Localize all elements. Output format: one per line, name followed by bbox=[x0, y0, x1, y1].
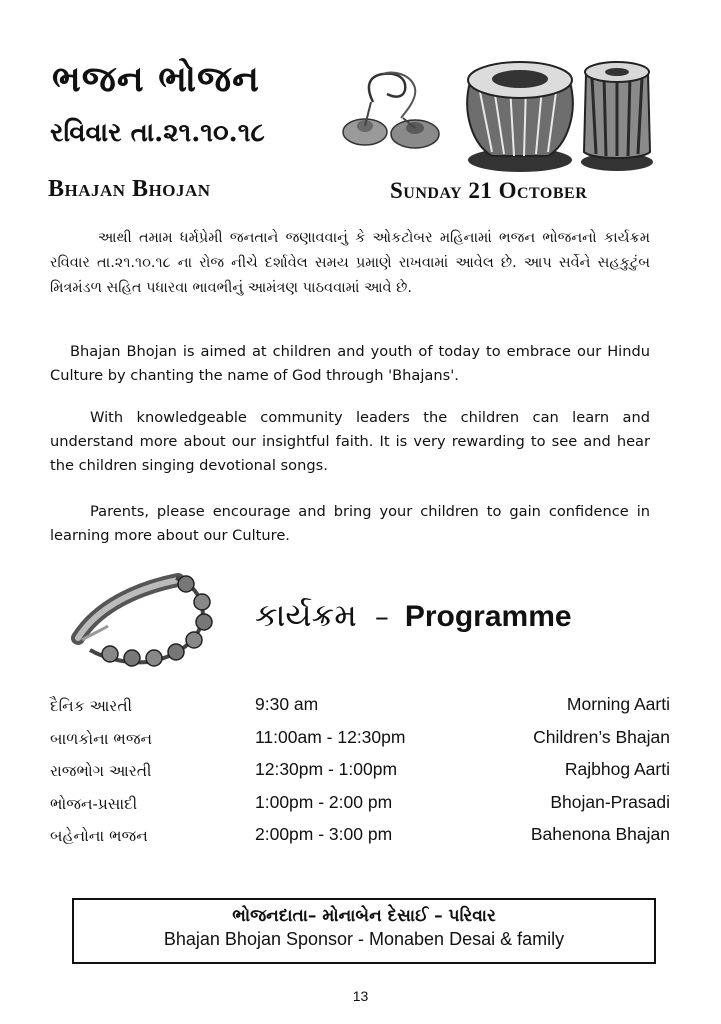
schedule-item-gujarati: રાજભોગ આરતી bbox=[50, 762, 152, 780]
sponsor-gujarati: ભોજનદાતા– મોનાબેન દેસાઈ – પરિવાર bbox=[232, 906, 496, 926]
intro-paragraph-1: Bhajan Bhojan is aimed at children and youth of today to embrace our Hindu Culture by chanting the name of God through 'Bhajans'. bbox=[50, 343, 650, 384]
tabla-icon bbox=[452, 52, 667, 177]
schedule-row bbox=[50, 792, 670, 825]
schedule-item-gujarati: બાળકોના ભજન bbox=[50, 729, 153, 748]
cymbals-icon bbox=[335, 68, 450, 163]
intro-paragraph-3: Parents, please encourage and bring your children to gain confidence in learning more about our Culture. bbox=[50, 503, 650, 544]
schedule-item-english: Children’s Bhajan bbox=[533, 726, 670, 747]
intro-paragraph-gujarati: આથી તમામ ધર્મપ્રેમી જનતાને જણાવવાનું કે ઓકટોબર મહિનામાં ભજન ભોજનનો કાર્યક્રમ રવિવાર તા.૨૧.૧૦.૧૮ ના રોજ નીચે દર્શાવેલ સમય પ્રમાણે રાખવામાં આવેલ છે. આપ સર્વેને સહકુટુંબ મિત્રમંડળ સહિત પધારવા ભાવભીનું આમંત્રણ પાઠવવામાં આવે છે. bbox=[50, 230, 650, 296]
schedule-item-gujarati: ભોજન-પ્રસાદી bbox=[50, 794, 138, 813]
schedule-time: 1:00pm - 2:00 pm bbox=[255, 791, 393, 812]
schedule-row bbox=[50, 694, 670, 727]
schedule-row bbox=[50, 727, 670, 760]
schedule-item-english: Bahenona Bhajan bbox=[530, 824, 670, 844]
programme-schedule bbox=[50, 694, 670, 857]
title-gujarati: ભજન ભોજન bbox=[52, 58, 260, 100]
schedule-item-english: Bhojan-Prasadi bbox=[550, 791, 670, 812]
page-number: 13 bbox=[352, 988, 369, 1004]
schedule-row bbox=[50, 824, 670, 857]
schedule-row bbox=[50, 759, 670, 792]
programme-heading-english: Programme bbox=[404, 600, 572, 633]
date-gujarati: રવિવાર તા.૨૧.૧૦.૧૮ bbox=[50, 118, 265, 148]
schedule-time: 2:00pm - 3:00 pm bbox=[255, 824, 393, 844]
tambourine-icon bbox=[68, 566, 223, 671]
programme-heading bbox=[255, 596, 572, 635]
schedule-time: 12:30pm - 1:00pm bbox=[255, 759, 398, 779]
schedule-item-english: Rajbhog Aarti bbox=[564, 759, 670, 779]
programme-heading-gujarati: કાર્યક્રમ bbox=[255, 596, 357, 634]
date-english: Sunday 21 October bbox=[390, 178, 588, 203]
sponsor-box bbox=[72, 898, 656, 964]
schedule-item-gujarati: દૈનિક આરતી bbox=[50, 697, 133, 715]
schedule-item-english: Morning Aarti bbox=[566, 694, 670, 714]
schedule-item-gujarati: બહેનોના ભજન bbox=[50, 827, 148, 845]
title-english: Bhajan Bhojan bbox=[48, 176, 211, 202]
schedule-time: 11:00am - 12:30pm bbox=[255, 726, 406, 747]
programme-heading-dash: – bbox=[374, 600, 389, 633]
sponsor-english: Bhajan Bhojan Sponsor - Monaben Desai & family bbox=[163, 929, 565, 949]
schedule-time: 9:30 am bbox=[255, 694, 319, 714]
intro-paragraph-2: With knowledgeable community leaders the children can learn and understand more about our insightful faith. It is very rewarding to see and hear the children singing devotional songs. bbox=[50, 409, 650, 474]
